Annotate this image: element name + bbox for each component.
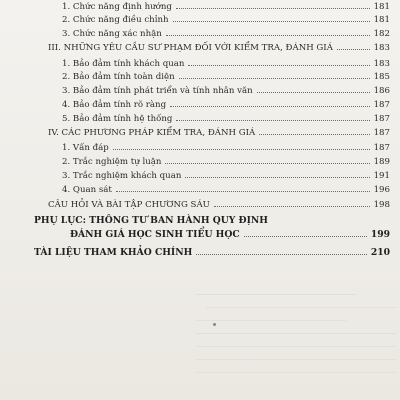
toc-entry: [62, 170, 390, 182]
toc-entry: [62, 113, 390, 125]
toc-entry-page: 183: [373, 59, 390, 69]
toc-entry-label: TÀI LIỆU THAM KHẢO CHÍNH: [34, 247, 193, 258]
toc-entry: [62, 142, 390, 154]
toc-entry-label: 1. Chức năng định hướng: [62, 2, 172, 12]
toc-entry-label: 1. Bảo đảm tính khách quan: [62, 59, 185, 69]
leader-dots: [244, 229, 367, 237]
leader-dots: [185, 170, 369, 178]
toc-section-heading: [48, 199, 390, 211]
toc-entry: [62, 71, 390, 83]
toc-entry: [62, 85, 390, 97]
toc-entry-page: 181: [373, 15, 390, 25]
toc-entry-page: 187: [373, 114, 390, 124]
leader-dots: [188, 58, 369, 66]
toc-entry: [62, 184, 390, 196]
toc-entry-page: 187: [373, 143, 390, 153]
toc-entry-page: 182: [373, 29, 390, 39]
toc-entry: [62, 28, 390, 40]
leader-dots: [179, 71, 370, 79]
leader-dots: [176, 113, 369, 121]
toc-entry-page: 191: [373, 171, 390, 181]
toc-entry-page: 187: [373, 100, 390, 110]
toc-entry-label: ĐÁNH GIÁ HỌC SINH TIỂU HỌC: [70, 229, 240, 240]
toc-entry-label: IV. CÁC PHƯƠNG PHÁP KIỂM TRA, ĐÁNH GIÁ: [48, 128, 256, 138]
toc-entry-label: 4. Quan sát: [62, 185, 112, 195]
toc-entry: [62, 99, 390, 111]
toc-entry-page: 210: [370, 247, 390, 258]
leader-dots: [259, 127, 369, 135]
leader-dots: [166, 28, 370, 36]
leader-dots: [116, 184, 370, 192]
toc-entry-label: 2. Bảo đảm tính toàn diện: [62, 72, 175, 82]
toc-entry-page: 199: [370, 229, 390, 240]
toc-section-heading: [48, 42, 390, 54]
toc-entry-page: 186: [373, 86, 390, 96]
page-mark: [213, 323, 216, 326]
appendix-heading-line1: [34, 215, 390, 226]
toc-entry-page: 183: [373, 43, 390, 53]
bleed-through-texture: [196, 282, 396, 382]
toc-entry-page: 187: [373, 128, 390, 138]
toc-entry-label: CÂU HỎI VÀ BÀI TẬP CHƯƠNG SÁU: [48, 200, 210, 210]
toc-entry-page: 189: [373, 157, 390, 167]
toc-entry-label: III. NHỮNG YÊU CẦU SƯ PHẠM ĐỐI VỚI KIỂM TRA, ĐÁNH GIÁ: [48, 43, 333, 53]
toc-entry-label: 3. Trắc nghiệm khách quan: [62, 171, 182, 181]
leader-dots: [214, 199, 370, 207]
toc-entry-label: PHỤ LỤC: THÔNG TƯ BAN HÀNH QUY ĐỊNH: [34, 215, 268, 226]
toc-entry-label: 1. Vấn đáp: [62, 143, 109, 153]
toc-entry-label: 3. Bảo đảm tính phát triển và tính nhân văn: [62, 86, 253, 96]
appendix-heading-line2: [70, 229, 390, 240]
leader-dots: [176, 1, 370, 9]
toc-entry-page: 185: [373, 72, 390, 82]
toc-entry-label: 2. Trắc nghiệm tự luận: [62, 157, 162, 167]
leader-dots: [170, 99, 370, 107]
toc-entry-label: 5. Bảo đảm tính hệ thống: [62, 114, 173, 124]
toc-entry: [62, 14, 390, 26]
toc-entry-label: 3. Chức năng xác nhận: [62, 29, 162, 39]
leader-dots: [257, 85, 370, 93]
leader-dots: [113, 142, 370, 150]
leader-dots: [196, 247, 367, 255]
toc-entry: [62, 58, 390, 70]
leader-dots: [165, 156, 369, 164]
toc-entry-label: 2. Chức năng điều chỉnh: [62, 15, 169, 25]
toc-entry-page: 196: [373, 185, 390, 195]
leader-dots: [337, 42, 370, 50]
references-heading: [34, 247, 390, 258]
leader-dots: [173, 14, 370, 22]
toc-entry-label: 4. Bảo đảm tính rõ ràng: [62, 100, 167, 110]
toc-entry-page: 198: [373, 200, 390, 210]
toc-entry-page: 181: [373, 2, 390, 12]
toc-section-heading: [48, 127, 390, 139]
toc-entry: [62, 156, 390, 168]
toc-entry: [62, 1, 390, 13]
